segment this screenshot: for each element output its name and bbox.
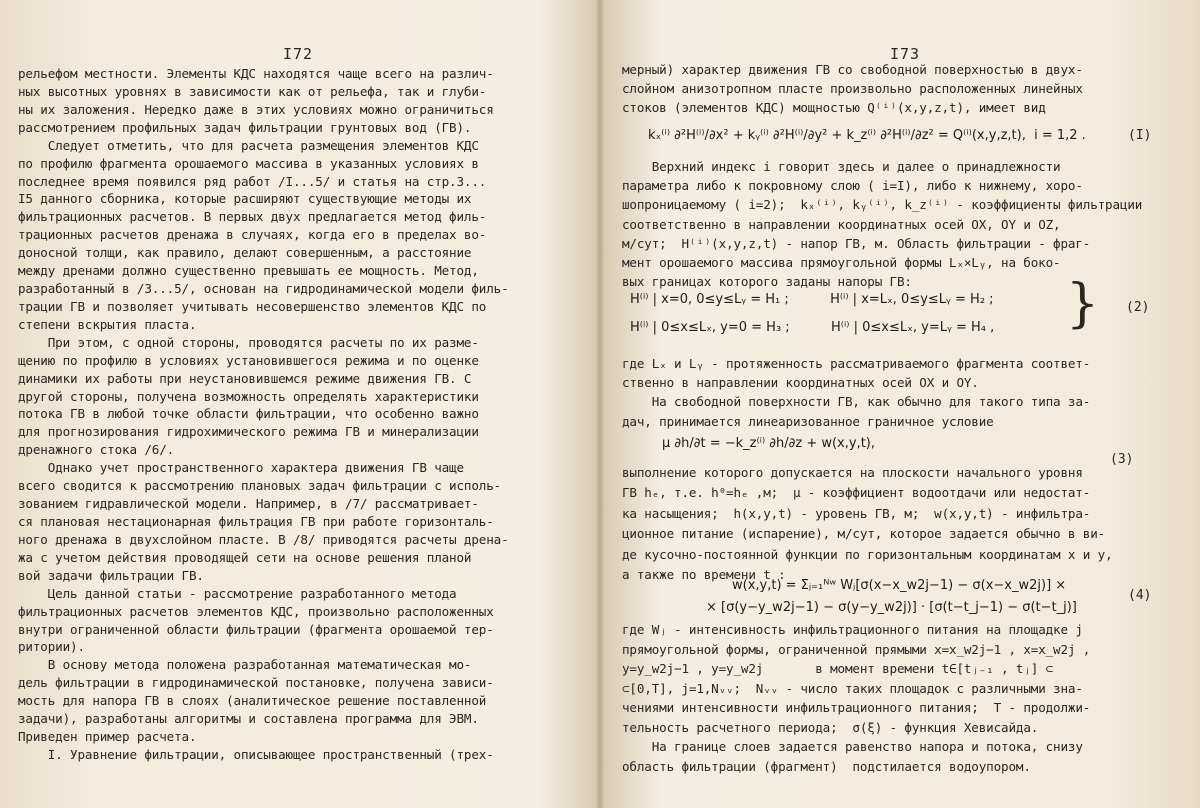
right-para-d-line: де кусочно-постоянной функции по горизонтальным координатам x и y,	[622, 546, 1113, 562]
right-page	[622, 0, 1188, 808]
left-text-line: для прогнозирования гидрохимического режима ГВ и минерализации	[18, 424, 479, 440]
left-text-line: мость для напора ГВ в слоях (аналитическое решение поставленной	[18, 693, 487, 709]
left-text-line: фильтрационных расчетов. В первых двух предлагается метод филь-	[18, 209, 487, 225]
right-para-d-line: а также по времени t :	[622, 567, 786, 582]
right-para-e-line: прямоугольной формы, ограниченной прямыми x=x_w2j−1 , x=x_w2j ,	[622, 641, 1091, 657]
equation-1-number: (I)	[1128, 128, 1152, 143]
right-para-d-line: ционное питание (испарение), м/сут, которое задается обычно в ви-	[622, 526, 1106, 542]
left-text-line: между дренами должно существенно превышать ее мощность. Метод,	[18, 263, 479, 279]
left-text-line: рассмотрением профильных задач фильтрации грунтовых вод (ГВ).	[18, 119, 472, 135]
right-para-b-line: мент орошаемого массива прямоугольной формы Lₓ×Lᵧ, на боко-	[622, 255, 1061, 270]
left-text-line: другой стороны, получена возможность определять характеристики	[18, 388, 479, 404]
right-para-e-line: ⊂[0,T], j=1,Nᵥᵥ; Nᵥᵥ - число таких площадок с различными зна-	[622, 680, 1083, 696]
left-page	[18, 0, 578, 808]
right-para-c-line: На свободной поверхности ГВ, как обычно для такого типа за-	[622, 394, 1091, 410]
left-text-line: ся плановая нестационарная фильтрация ГВ при работе горизонталь-	[18, 514, 494, 529]
left-text-line: ного дренажа в двухслойном пласте. В /8/ приводятся расчеты дрена-	[18, 531, 509, 547]
right-para-b-line: Верхний индекс i говорит здесь и далее о принадлежности	[622, 159, 1061, 174]
right-para-d-line: ГВ hₑ, т.е. h⁰=hₑ ,м; μ - коэффициент водоотдачи или недостат-	[622, 485, 1091, 501]
left-text-line: I5 данного сборника, которые расширяют существующие методы их	[18, 191, 472, 207]
equation-2-brace: }	[1066, 274, 1100, 334]
left-text-line: Следует отметить, что для расчета размещения элементов КДС	[18, 137, 479, 153]
equation-4-row-2: × [σ(y−y_w2j−1) − σ(y−y_w2j)] · [σ(t−t_j−1) − σ(t−t_j)]	[706, 600, 1077, 615]
equation-2-row-2: H⁽ⁱ⁾ | 0≤x≤Lₓ, y=0 = H₃ ; H⁽ⁱ⁾ | 0≤x≤Lₓ, y=Lᵧ = H₄ ,	[630, 320, 995, 335]
left-text-line: вой задачи фильтрации ГВ.	[18, 567, 204, 583]
left-text-line: жа с учетом действия проводящей сети на основе решения планой	[18, 549, 472, 565]
right-para-e-line: На границе слоев задается равенство напора и потока, снизу	[622, 739, 1083, 754]
right-para-e-line: тельность расчетного периода; σ(ξ) - функция Хевисайда.	[622, 719, 1039, 735]
right-para-a-line: мерный) характер движения ГВ со свободной поверхностью в двух-	[622, 62, 1083, 77]
right-para-c-line: дач, принимается линеаризованное граничное условие	[622, 413, 994, 429]
left-text-line: разработанный в /3...5/, основан на гидродинамической модели филь-	[18, 281, 509, 297]
left-text-line: доносной толщи, как правило, делают совершенным, а расстояние	[18, 245, 472, 261]
left-text-line: фильтрационных расчетов элементов КДС, произвольно расположенных	[18, 603, 494, 619]
left-text-line: щению по профилю в условиях установившегося режима и по оценке	[18, 352, 479, 368]
left-text-line: В основу метода положена разработанная математическая мо-	[18, 657, 472, 673]
left-text-line: зованием гидравлической модели. Например, в /7/ рассматривает-	[18, 496, 479, 512]
page-number-right: I73	[889, 45, 921, 63]
right-para-d-line: ка насыщения; h(x,y,t) - уровень ГВ, м; w(x,y,t) - инфильтра-	[622, 505, 1091, 521]
left-text-line: динамики их работы при неустановившемся режиме движения ГВ. С	[18, 370, 472, 386]
right-para-b-line: вых границах которого заданы напоры ГВ:	[622, 274, 912, 290]
left-text-line: задачи), разработаны алгоритмы и составлена программа для ЭВМ.	[18, 711, 479, 727]
left-text-line: Однако учет пространственного характера движения ГВ чаще	[18, 460, 464, 476]
equation-2-row-1: H⁽ⁱ⁾ | x=0, 0≤y≤Lᵧ = H₁ ; H⁽ⁱ⁾ | x=Lₓ, 0≤y≤Lᵧ = H₂ ;	[630, 292, 994, 307]
right-para-a-line: слойном анизотропном пласте произвольно расположенных линейных	[622, 81, 1083, 96]
equation-4-row-1: w(x,y,t) = Σⱼ₌₁ᴺʷ Wⱼ[σ(x−x_w2j−1) − σ(x−x_w2j)] ×	[732, 578, 1067, 593]
right-para-b-line: соответственно в направлении координатных осей OX, OY и OZ,	[622, 216, 1061, 232]
right-para-b-line: параметра либо к покровному слою ( i=I), либо к нижнему, хоро-	[622, 178, 1083, 194]
right-para-e-line: область фильтрации (фрагмент) подстилается водоупором.	[622, 758, 1031, 774]
left-text-line: дель фильтрации в гидродинамической постановке, получена зависи-	[18, 675, 494, 691]
equation-2-number: (2)	[1126, 300, 1150, 315]
left-text-line: всего сводится к рассмотрению плановых задач фильтрации с исполь-	[18, 478, 502, 494]
right-para-c-line: ственно в направлении координатных осей OX и OY.	[622, 375, 979, 391]
left-text-line: рельефом местности. Элементы КДС находятся чаще всего на различ-	[18, 66, 494, 81]
left-text-line: внутри ограниченной области фильтрации (фрагмента орошаемой тер-	[18, 621, 494, 637]
left-text-line: Цель данной статьи - рассмотрение разработанного метода	[18, 585, 457, 601]
right-para-d-line: выполнение которого допускается на плоскости начального уровня	[622, 465, 1083, 480]
left-text-line: степени вскрытия пласта.	[18, 316, 197, 332]
right-para-e-line: y=y_w2j−1 , y=y_w2j в момент времени t∈[tⱼ₋₁ , tⱼ] ⊂	[622, 661, 1054, 676]
left-text-line: ритории).	[18, 639, 85, 655]
left-text-line: ны их заложения. Нередко даже в этих условиях можно ограничиться	[18, 101, 494, 117]
right-para-c-line: где Lₓ и Lᵧ - протяженность рассматриваемого фрагмента соответ-	[622, 356, 1091, 371]
right-para-e-line: чениями интенсивности инфильтрационного питания; T - продолжи-	[622, 700, 1091, 715]
left-text-line: При этом, с одной стороны, проводятся расчеты по их разме-	[18, 334, 479, 350]
left-text-line: ных высотных уровнях в зависимости как от рельефа, так и глуби-	[18, 83, 487, 99]
equation-4-number: (4)	[1128, 588, 1152, 603]
left-text-line: трации ГВ и позволяет учитывать несовершенство элементов КДС по	[18, 298, 487, 314]
left-text-line: последнее время появился ряд работ /I...5/ и статья на стр.3...	[18, 173, 487, 189]
left-text-line: Приведен пример расчета.	[18, 729, 197, 745]
page-number-left: I72	[282, 45, 314, 63]
equation-3-number: (3)	[1110, 452, 1134, 467]
right-para-a-line: стоков (элементов КДС) мощностью Q⁽ⁱ⁾(x,y,z,t), имеет вид	[622, 100, 1046, 115]
right-para-b-line: м/сут; H⁽ⁱ⁾(x,y,z,t) - напор ГВ, м. Область фильтрации - фраг-	[622, 235, 1091, 251]
left-text-line: I. Уравнение фильтрации, описывающее пространственный (трех-	[18, 746, 494, 762]
right-para-e-line: где Wⱼ - интенсивность инфильтрационного питания на площадке j	[622, 622, 1083, 637]
left-text-line: трационных расчетов дренажа в случаях, когда его в пределах во-	[18, 227, 487, 243]
equation-3: μ ∂h/∂t = −k_z⁽ⁱ⁾ ∂h/∂z + w(x,y,t),	[662, 436, 876, 451]
left-text-line: по профилю фрагмента орошаемого массива в указанных условиях в	[18, 155, 479, 171]
left-text-line: потока ГВ в любой точке области фильтрации, что особенно важно	[18, 406, 479, 422]
right-para-b-line: шопроницаемому ( i=2); kₓ⁽ⁱ⁾, kᵧ⁽ⁱ⁾, k_z⁽ⁱ⁾ - коэффициенты фильтрации	[622, 197, 1143, 213]
left-text-line: дренажного стока /6/.	[18, 442, 175, 458]
equation-1: kₓ⁽ⁱ⁾ ∂²H⁽ⁱ⁾/∂x² + kᵧ⁽ⁱ⁾ ∂²H⁽ⁱ⁾/∂y² + k_z⁽ⁱ⁾ ∂²H⁽ⁱ⁾/∂z² = Q⁽ⁱ⁾(x,y,z,t), i = 1,2 .	[648, 128, 1086, 143]
